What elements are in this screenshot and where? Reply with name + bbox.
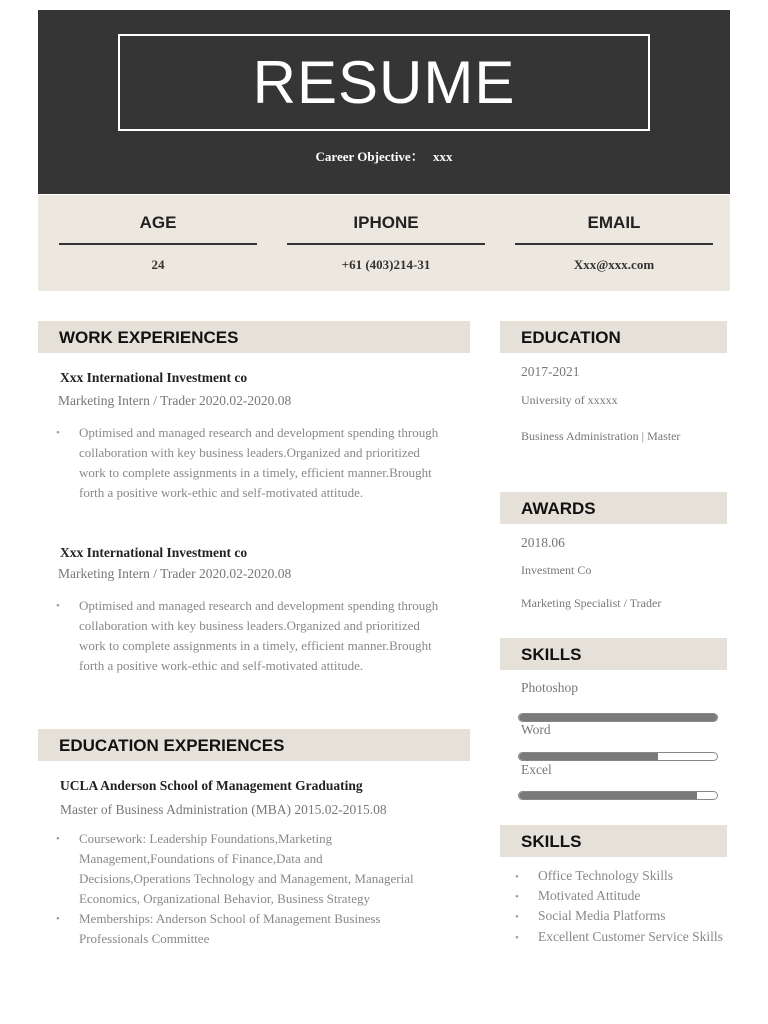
- skill-bar-fill: [519, 753, 658, 760]
- skill-name: Excel: [521, 762, 552, 777]
- skill-bar-photoshop: [518, 713, 718, 722]
- age-label: AGE: [139, 213, 177, 232]
- email-rule: [515, 243, 713, 245]
- skill-item: Motivated Attitude: [538, 888, 641, 903]
- skill-bullet: •: [515, 891, 519, 903]
- membership-line: Memberships: Anderson School of Management Business: [79, 911, 381, 926]
- education-experiences-heading: EDUCATION EXPERIENCES: [38, 729, 470, 761]
- skill-bullet: •: [515, 871, 519, 883]
- skill-bar-fill: [519, 714, 717, 721]
- phone-value: +61 (403)214-31: [341, 257, 431, 272]
- award-org: Investment Co: [521, 563, 592, 577]
- coursework-bullet: •: [56, 833, 60, 845]
- coursework-line: Decisions,Operations Technology and Management, Managerial: [79, 871, 414, 886]
- membership-bullet: •: [56, 913, 60, 925]
- work-2-line: work to complete assignments in a timely, efficient manner.Brought: [79, 638, 432, 653]
- work-1-company: Xxx International Investment co: [60, 370, 248, 385]
- skill-bar-word: [518, 752, 718, 761]
- resume-title: RESUME: [252, 49, 516, 116]
- work-1-description: [79, 423, 479, 503]
- award-date: 2018.06: [521, 535, 565, 550]
- skill-item: Excellent Customer Service Skills: [538, 929, 723, 944]
- work-2-description: [79, 596, 479, 676]
- work-2-line: forth a positive work-ethic and self-motivated attitude.: [79, 658, 364, 673]
- skill-bar-fill: [519, 792, 697, 799]
- career-objective-value: xxx: [432, 149, 453, 164]
- email-label: EMAIL: [587, 213, 641, 232]
- education-years: 2017-2021: [521, 364, 580, 379]
- info-bar: [38, 195, 730, 291]
- awards-heading: AWARDS: [500, 492, 727, 524]
- skill-name: Photoshop: [521, 680, 579, 695]
- phone-rule: [287, 243, 485, 245]
- work-2-bullet: •: [56, 600, 60, 612]
- edu-exp-degree: Master of Business Administration (MBA) 2015.02-2015.08: [60, 802, 387, 817]
- title-box: [118, 34, 650, 131]
- membership-text: [79, 909, 479, 949]
- coursework-text: [79, 829, 479, 909]
- skill-bullet: •: [515, 932, 519, 944]
- work-1-line: work to complete assignments in a timely, efficient manner.Brought: [79, 465, 432, 480]
- membership-line: Professionals Committee: [79, 931, 210, 946]
- work-2-company: Xxx International Investment co: [60, 545, 248, 560]
- work-2-line: Optimised and managed research and development spending through: [79, 598, 439, 613]
- work-1-line: forth a positive work-ethic and self-motivated attitude.: [79, 485, 364, 500]
- coursework-line: Coursework: Leadership Foundations,Marketing: [79, 831, 333, 846]
- phone-label: IPHONE: [353, 213, 419, 232]
- work-2-role: Marketing Intern / Trader 2020.02-2020.08: [58, 566, 292, 581]
- work-1-line: Optimised and managed research and development spending through: [79, 425, 439, 440]
- skills-list-heading: SKILLS: [500, 825, 727, 857]
- skill-item: Social Media Platforms: [538, 908, 666, 923]
- work-1-role: Marketing Intern / Trader 2020.02-2020.08: [58, 393, 292, 408]
- skill-item: Office Technology Skills: [538, 868, 674, 883]
- work-1-bullet: •: [56, 427, 60, 439]
- skills-bars-heading: SKILLS: [500, 638, 727, 670]
- education-school: University of xxxxx: [521, 393, 618, 407]
- coursework-line: Economics, Organizational Behavior, Business Strategy: [79, 891, 370, 906]
- edu-exp-school: UCLA Anderson School of Management Graduating: [60, 778, 363, 793]
- age-rule: [59, 243, 257, 245]
- award-title: Marketing Specialist / Trader: [521, 596, 662, 610]
- email-value: Xxx@xxx.com: [573, 257, 655, 272]
- education-heading: EDUCATION: [500, 321, 727, 353]
- skill-name: Word: [521, 722, 551, 737]
- work-2-line: collaboration with key business leaders.Organized and prioritized: [79, 618, 420, 633]
- education-major: Business Administration | Master: [521, 429, 681, 443]
- work-experiences-heading: WORK EXPERIENCES: [38, 321, 470, 353]
- career-objective-label: Career Objective：: [315, 149, 424, 164]
- age-value: 24: [151, 257, 165, 272]
- work-1-line: collaboration with key business leaders.Organized and prioritized: [79, 445, 420, 460]
- coursework-line: Management,Foundations of Finance,Data and: [79, 851, 323, 866]
- skill-bar-excel: [518, 791, 718, 800]
- skill-bullet: •: [515, 911, 519, 923]
- career-objective: [38, 146, 730, 165]
- resume-header: [38, 10, 730, 194]
